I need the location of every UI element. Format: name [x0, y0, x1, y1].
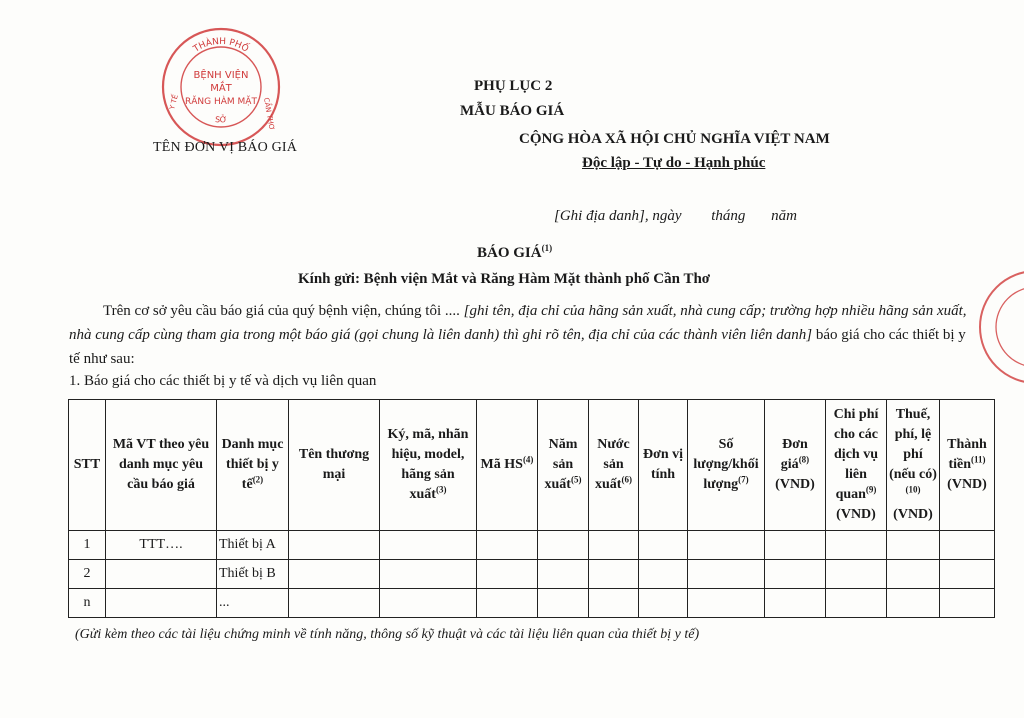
cell-category: ... [217, 589, 289, 618]
seal-top-text: THÀNH PHỐ [191, 36, 251, 55]
col-stt: STT [69, 400, 106, 531]
quote-table [68, 399, 995, 618]
svg-text:SỞ [215, 113, 228, 124]
quoting-unit-name: TÊN ĐƠN VỊ BÁO GIÁ [153, 140, 298, 155]
intro-paragraph [69, 299, 969, 371]
table-header-row [69, 400, 995, 531]
table-row [69, 589, 995, 618]
national-motto: Độc lập - Tự do - Hạnh phúc [582, 155, 766, 171]
date-place: [Ghi địa danh], ngày [554, 208, 682, 224]
form-title: MẪU BÁO GIÁ [460, 103, 565, 119]
table-row [69, 560, 995, 589]
appendix-title: PHỤ LỤC 2 [474, 78, 553, 94]
col-trade-name: Tên thương mại [289, 400, 380, 531]
col-tax: Thuế, phí, lệ phí (nếu có)$^{(10)}$ (VND) [887, 400, 940, 531]
cell-code: TTT…. [106, 531, 217, 560]
place-date-line [554, 208, 797, 225]
hospital-seal-stamp [160, 26, 282, 148]
cell-category: Thiết bị B [217, 560, 289, 589]
cell-category: Thiết bị A [217, 531, 289, 560]
cell-stt: n [69, 589, 106, 618]
col-unit-price: Đơn giá$^{(8)}$ (VND) [765, 400, 826, 531]
col-country: Nước sản xuất$^{(6)}$ [589, 400, 639, 531]
seal-bottom-text: SỞ [214, 115, 228, 125]
seal-left-text: Y TẾ [168, 93, 180, 111]
recipient-line: Kính gửi: Bệnh viện Mắt và Răng Hàm Mặt thành phố Cần Thơ [298, 271, 711, 287]
col-unit: Đơn vị tính [639, 400, 688, 531]
intro-italic: [ghi tên, địa chỉ của hãng sản xuất, nhà cung cấp; trường hợp nhiều hãng sản xuất, nhà cung cấp cùng tham gia trong một báo giá (gọi chung là liên danh) thì ghi rõ tên, địa chỉ của các thành viên liên danh] [69, 303, 967, 343]
date-month: tháng [711, 208, 746, 224]
seal-line-2: MẮT [210, 83, 232, 94]
col-service-cost: Chi phí cho các dịch vụ liên quan$^{(9)}$ (VND) [826, 400, 887, 531]
cell-code [106, 589, 217, 618]
seal-line-3: RĂNG HÀM MẶT [185, 97, 257, 107]
col-hs-code: Mã HS$^{(4)}$ [477, 400, 538, 531]
seal-line-1: BỆNH VIỆN [193, 70, 249, 81]
col-total: Thành tiền$^{(11)}$ (VND) [940, 400, 995, 531]
svg-text:THÀNH PHỐ [191, 36, 252, 55]
seal-side-text: CẦN THƠ [262, 96, 276, 131]
col-category: Danh mục thiết bị y tế$^{(2)}$ [217, 400, 289, 531]
table-row [69, 531, 995, 560]
date-year: năm [771, 208, 798, 224]
cell-stt: 2 [69, 560, 106, 589]
republic-heading: CỘNG HÒA XÃ HỘI CHỦ NGHĨA VIỆT NAM [519, 131, 830, 147]
col-model: Ký, mã, nhãn hiệu, model, hãng sản xuất$^{(3)}$ [380, 400, 477, 531]
cell-stt: 1 [69, 531, 106, 560]
cell-code [106, 560, 217, 589]
col-code: Mã VT theo yêu danh mục yêu cầu báo giá [106, 400, 217, 531]
partial-seal-stamp [976, 268, 1024, 386]
col-year: Năm sản xuất$^{(5)}$ [538, 400, 589, 531]
quote-title: BÁO GIÁ$^{(1)}$ [477, 243, 553, 261]
attachment-footnote: (Gửi kèm theo các tài liệu chứng minh về tính năng, thông số kỹ thuật và các tài liệu liên quan của thiết bị y tế) [75, 627, 700, 642]
section-heading: 1. Báo giá cho các thiết bị y tế và dịch vụ liên quan [69, 373, 377, 389]
intro-lead: Trên cơ sở yêu cầu báo giá của quý bệnh viện, chúng tôi .... [103, 303, 460, 319]
intro-tail: báo giá cho các thiết bị y tế như sau: [69, 327, 966, 367]
col-quantity: Số lượng/khối lượng$^{(7)}$ [688, 400, 765, 531]
